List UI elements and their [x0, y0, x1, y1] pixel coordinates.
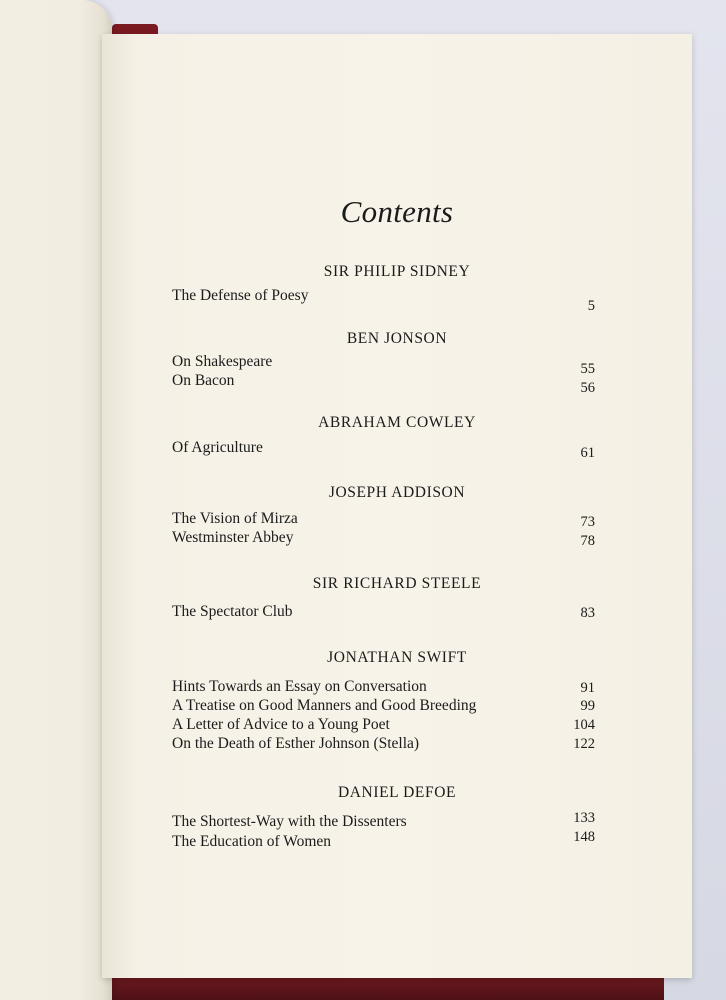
page-number: 73 — [580, 514, 595, 530]
page-number: 83 — [580, 605, 595, 621]
book-cover-edge — [104, 975, 664, 1000]
page-number: 104 — [573, 717, 595, 733]
page-number: 148 — [573, 829, 595, 845]
table-of-contents — [102, 34, 692, 978]
author-heading: JOSEPH ADDISON — [328, 484, 466, 501]
page-number: 133 — [573, 810, 595, 826]
work-title: On Bacon — [172, 372, 235, 389]
work-title: A Treatise on Good Manners and Good Breeding — [172, 697, 477, 714]
page-number: 55 — [580, 361, 595, 377]
author-heading: SIR RICHARD STEELE — [312, 575, 482, 592]
author-heading: BEN JONSON — [346, 330, 448, 347]
work-title: The Shortest-Way with the Dissenters — [172, 813, 407, 830]
work-title: A Letter of Advice to a Young Poet — [172, 716, 390, 733]
page-number: 61 — [580, 445, 595, 461]
page-number: 91 — [580, 680, 595, 696]
work-title: Of Agriculture — [172, 439, 263, 456]
author-heading: ABRAHAM COWLEY — [318, 414, 476, 431]
left-page — [0, 0, 112, 1000]
work-title: Westminster Abbey — [172, 529, 294, 546]
work-title: On the Death of Esther Johnson (Stella) — [172, 735, 420, 752]
work-title: Hints Towards an Essay on Conversation — [172, 678, 427, 695]
page-number: 78 — [580, 533, 595, 549]
work-title: On Shakespeare — [172, 353, 273, 370]
contents-page — [102, 34, 692, 978]
work-title: The Vision of Mirza — [172, 510, 298, 527]
work-title: The Defense of Poesy — [172, 287, 309, 304]
page-number: 99 — [580, 698, 595, 714]
author-heading: JONATHAN SWIFT — [327, 649, 467, 666]
work-title: The Education of Women — [172, 833, 332, 850]
author-heading: DANIEL DEFOE — [337, 784, 457, 801]
page-title: Contents — [340, 194, 454, 229]
author-heading: SIR PHILIP SIDNEY — [323, 263, 471, 280]
page-number: 5 — [587, 298, 595, 314]
work-title: The Spectator Club — [172, 603, 293, 620]
page-number: 56 — [580, 380, 595, 396]
page-number: 122 — [573, 736, 595, 752]
